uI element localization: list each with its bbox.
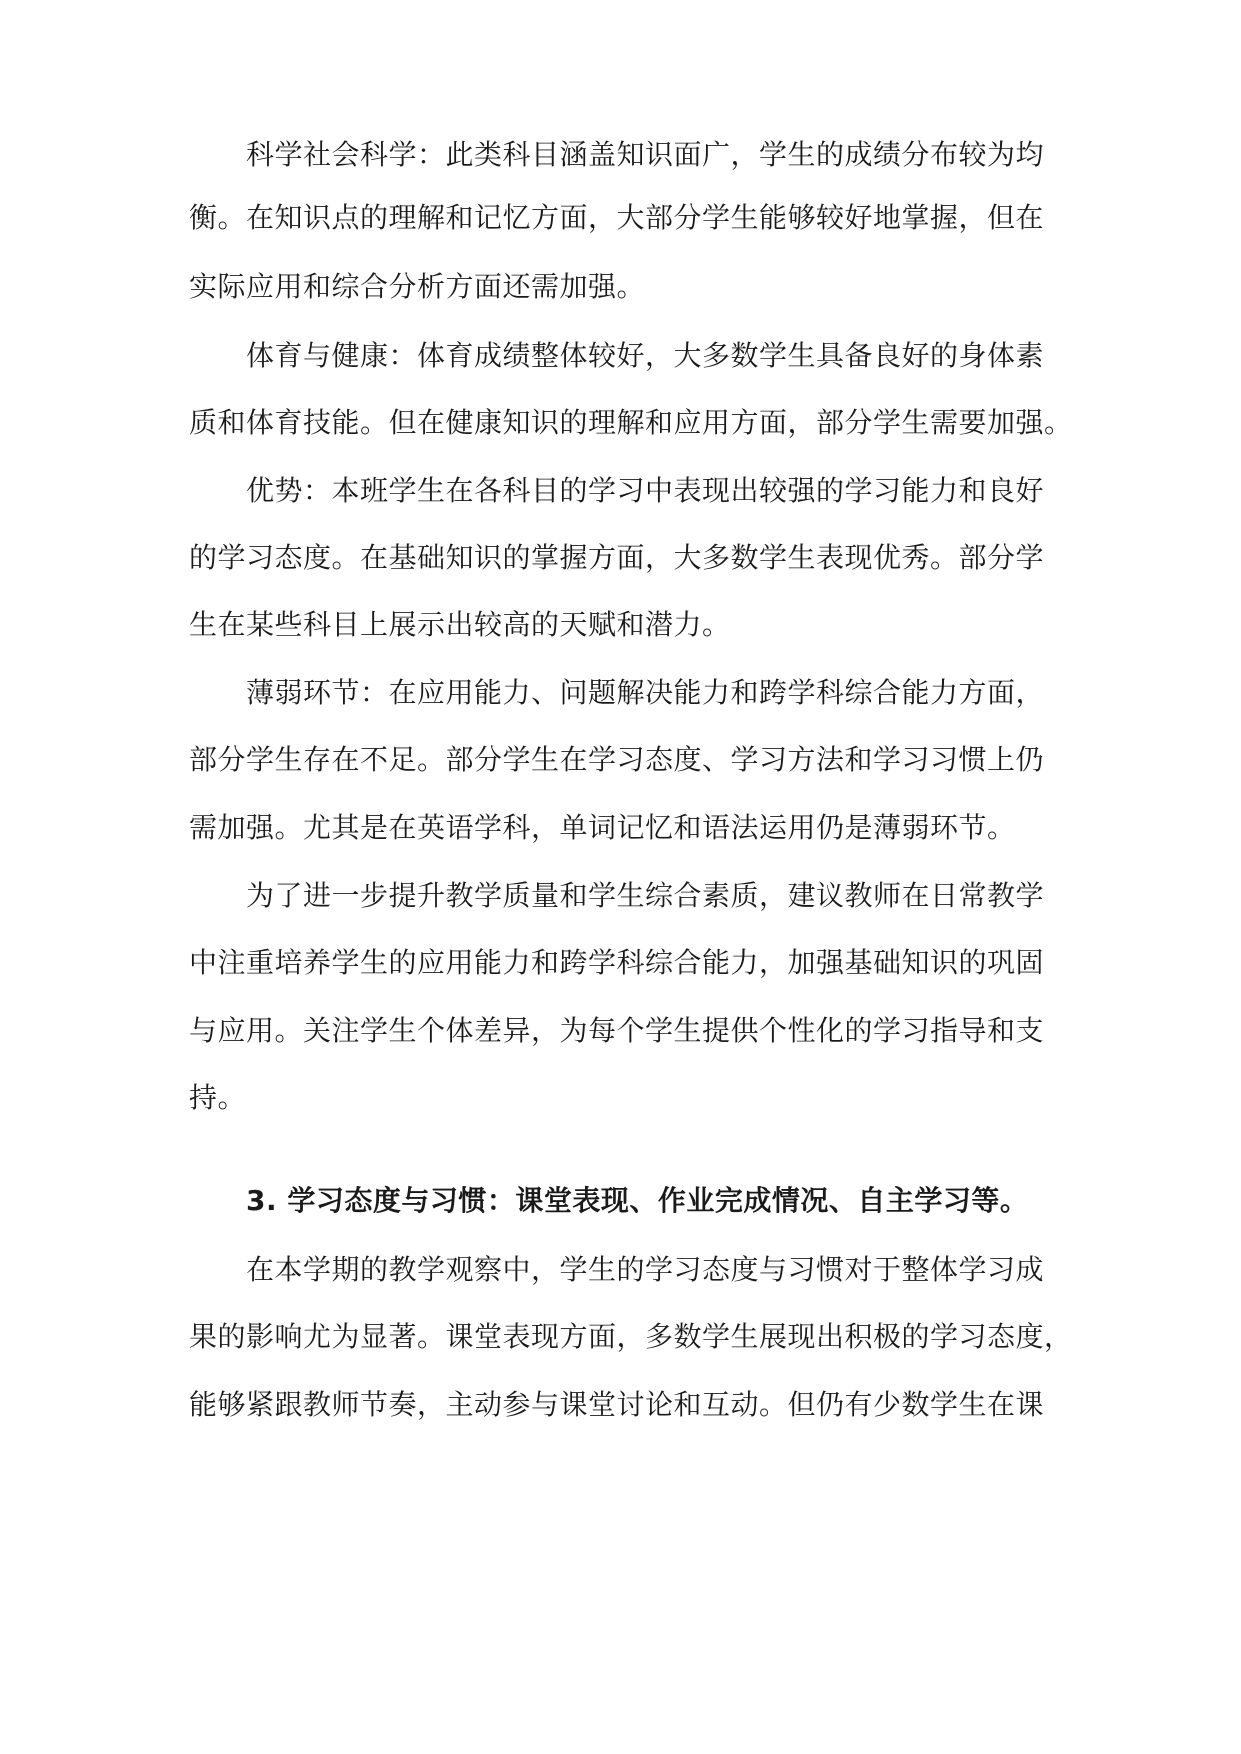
paragraph-line: 薄弱环节：在应用能力、问题解决能力和跨学科综合能力方面， [246,676,1045,709]
paragraph-line: 与应用。关注学生个体差异，为每个学生提供个性化的学习指导和支 [189,1014,1045,1047]
paragraph-line: 需加强。尤其是在英语学科，单词记忆和语法运用仍是薄弱环节。 [189,811,1016,844]
paragraph-line: 能够紧跟教师节奏，主动参与课堂讨论和互动。但仍有少数学生在课 [189,1388,1045,1421]
paragraph-line: 科学社会科学：此类科目涵盖知识面广，学生的成绩分布较为均 [246,138,1045,171]
paragraph-line: 生在某些科目上展示出较高的天赋和潜力。 [189,608,731,641]
paragraph-line: 中注重培养学生的应用能力和跨学科综合能力，加强基础知识的巩固 [189,946,1045,979]
paragraph-line: 优势：本班学生在各科目的学习中表现出较强的学习能力和良好 [246,474,1045,507]
paragraph-line: 部分学生存在不足。部分学生在学习态度、学习方法和学习习惯上仍 [189,743,1045,776]
paragraph-line: 体育与健康：体育成绩整体较好，大多数学生具备良好的身体素 [246,339,1045,372]
paragraph-line: 果的影响尤为显著。课堂表现方面，多数学生展现出积极的学习态度， [189,1320,1073,1353]
paragraph-line: 衡。在知识点的理解和记忆方面，大部分学生能够较好地掌握，但在 [189,201,1045,234]
paragraph-line: 的学习态度。在基础知识的掌握方面，大多数学生表现优秀。部分学 [189,541,1045,574]
paragraph-line: 质和体育技能。但在健康知识的理解和应用方面，部分学生需要加强。 [189,406,1073,439]
paragraph-line: 持。 [189,1081,247,1114]
section-heading: 3. 学习态度与习惯：课堂表现、作业完成情况、自主学习等。 [246,1184,1029,1217]
paragraph-line: 为了进一步提升教学质量和学生综合素质，建议教师在日常教学 [246,879,1045,912]
paragraph-line: 在本学期的教学观察中，学生的学习态度与习惯对于整体学习成 [246,1253,1045,1286]
paragraph-line: 实际应用和综合分析方面还需加强。 [189,270,646,303]
